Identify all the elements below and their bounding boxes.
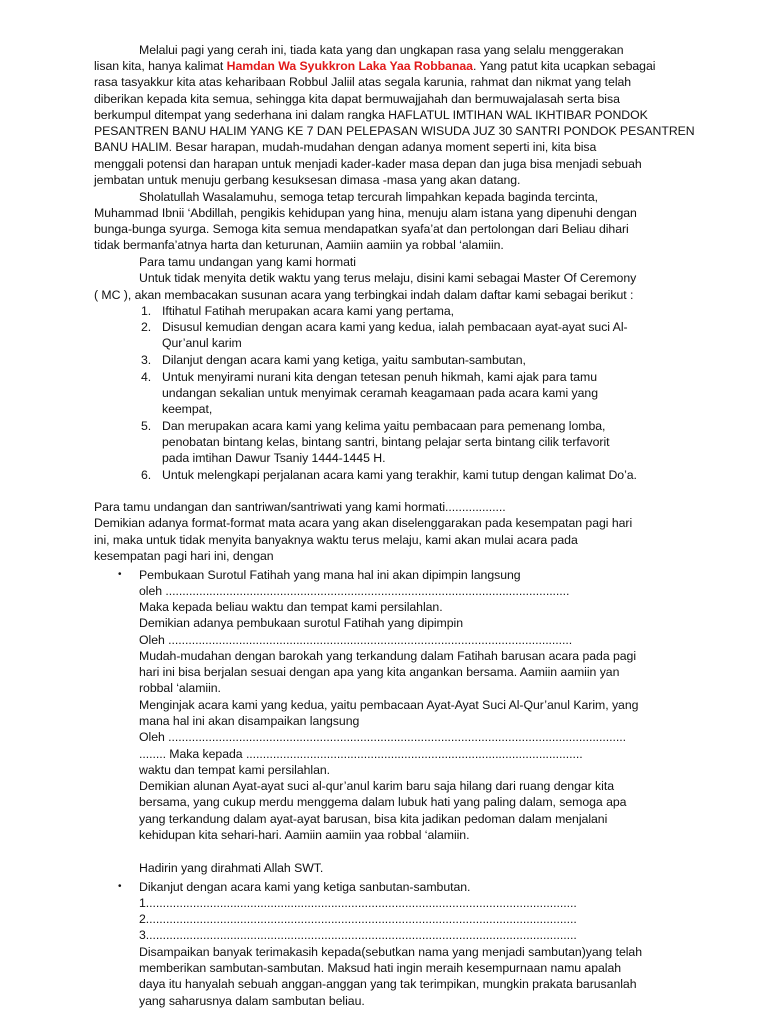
- opening-text: . Yang patut kita ucapkan sebagai: [472, 59, 656, 73]
- agenda-item: Dilanjut dengan acara kami yang ketiga, yaitu sambutan-sambutan,: [162, 353, 526, 367]
- sholawat-line: Muhammad Ibnii ‘Abdillah, pengikis kehidupan yang hina, menuju alam istana yang dipenuhi dengan: [94, 206, 637, 220]
- opening-line: rasa tasyakkur kita atas keharibaan Robbul Jaliil atas segala karunia, rahmat dan nikmat yang telah: [94, 75, 632, 89]
- agenda-item: Untuk menyirami nurani kita dengan tetesan penuh hikmah, kami ajak para tamu: [162, 370, 598, 384]
- section1-line: kehidupan kita sehari-hari. Aamiin aamiin yaa robbal ‘alamiin.: [139, 828, 470, 842]
- sholawat-line: bunga-bunga syurga. Semoga kita semua mendapatkan syafa’at dan pertolongan dari Beliau dihari: [94, 222, 629, 236]
- section1-line: Pembukaan Surotul Fatihah yang mana hal ini akan dipimpin langsung: [139, 568, 521, 582]
- bullet-marker: •: [118, 569, 122, 580]
- section2-line: yang saharusnya dalam sambutan beliau.: [139, 994, 365, 1008]
- agenda-item: Untuk melengkapi perjalanan acara kami yang terakhir, kami tutup dengan kalimat Do’a.: [162, 468, 637, 482]
- agenda-item: undangan sekalian untuk menyimak ceramah keagamaan pada acara kami yang: [162, 386, 598, 400]
- opening-line: jembatan untuk menuju gerbang kesuksesan dimasa -masa yang akan datang.: [94, 173, 521, 187]
- agenda-number: 1.: [141, 304, 152, 318]
- closing-intro-line: kesempatan pagi hari ini, dengan: [94, 549, 274, 563]
- section2-line: Disampaikan banyak terimakasih kepada(sebutkan nama yang menjadi sambutan)yang telah: [139, 945, 642, 959]
- section1-line: bersama, yang cukup merdu menggema dalam lubuk hati yang paling dalam, semoga apa: [139, 795, 627, 809]
- section1-line: mana hal ini akan disampaikan langsung: [139, 714, 360, 728]
- section1-line: waktu dan tempat kami persilahlan.: [139, 763, 331, 777]
- sholawat-line: Sholatullah Wasalamuhu, semoga tetap tercurah limpahkan kepada baginda tercinta,: [139, 190, 599, 204]
- bullet-marker: •: [118, 881, 122, 892]
- section2-line: 2................................................................................................................................: [139, 912, 577, 926]
- agenda-number: 6.: [141, 468, 152, 482]
- closing-intro-line: Para tamu undangan dan santriwan/santriwati yang kami hormati..................: [94, 500, 506, 514]
- agenda-item: Dan merupakan acara kami yang kelima yaitu pembacaan para pemenang lomba,: [162, 419, 606, 433]
- section1-line: Demikian alunan Ayat-ayat suci al-qur’anul karim baru saja hilang dari ruang dengar kita: [139, 779, 614, 793]
- opening-line: diberikan kepada kita semua, sehingga kita dapat bermuwajjahah dan bermuwajalasah serta bisa: [94, 92, 620, 106]
- opening-line: berkumpul ditempat yang sederhana ini dalam rangka HAFLATUL IMTIHAN WAL IKHTIBAR PONDOK: [94, 108, 648, 122]
- opening-line: PESANTREN BANU HALIM YANG KE 7 DAN PELEPASAN WISUDA JUZ 30 SANTRI PONDOK PESANTREN: [94, 124, 695, 138]
- section1-line: Oleh ........................................................................................................................................: [139, 730, 626, 744]
- mc-intro-line: ( MC ), akan membacakan susunan acara yang terbingkai indah dalam daftar kami sebagai berikut :: [94, 288, 634, 302]
- agenda-number: 4.: [141, 370, 152, 384]
- closing-intro-line: Demikian adanya format-format mata acara yang akan diselenggarakan pada kesempatan pagi hari: [94, 516, 633, 530]
- section1-line: Menginjak acara kami yang kedua, yaitu pembacaan Ayat-Ayat Suci Al-Qur’anul Karim, yang: [139, 698, 639, 712]
- hadirin-line: Hadirin yang dirahmati Allah SWT.: [139, 861, 324, 875]
- section2-line: memberikan sambutan-sambutan. Maksud hati ingin meraih kesempurnaan namu apalah: [139, 961, 622, 975]
- mc-intro-line: Untuk tidak menyita detik waktu yang terus melaju, disini kami sebagai Master Of Ceremony: [139, 271, 637, 285]
- closing-intro-line: ini, maka untuk tidak menyita banyaknya waktu terus melaju, kami akan mulai acara pada: [94, 533, 578, 547]
- agenda-number: 3.: [141, 353, 152, 367]
- section1-line: yang terkandung dalam ayat-ayat barusan, bisa kita jadikan pedoman dalam menjalani: [139, 812, 608, 826]
- section1-line: Maka kepada beliau waktu dan tempat kami persilahlan.: [139, 600, 443, 614]
- section1-line: ........ Maka kepada ....................................................................................................: [139, 747, 583, 761]
- agenda-item: pada imtihan Dawur Tsaniy 1444-1445 H.: [162, 451, 386, 465]
- agenda-item: keempat,: [162, 402, 213, 416]
- section1-line: Oleh ........................................................................................................................: [139, 633, 573, 647]
- opening-line: menggali potensi dan harapan untuk menjadi kader-kader masa depan dan juga bisa menjadi sebuah: [94, 157, 642, 171]
- greeting-line: Para tamu undangan yang kami hormati: [139, 255, 356, 269]
- section1-line: Mudah-mudahan dengan barokah yang terkandung dalam Fatihah barusan acara pada pagi: [139, 649, 637, 663]
- section2-line: 3................................................................................................................................: [139, 928, 577, 942]
- opening-line: BANU HALIM. Besar harapan, mudah-mudahan dengan adanya moment seperti ini, kita bisa: [94, 140, 597, 154]
- sholawat-line: tidak bermanfa’atnya harta dan keturunan, Aamiin aamiin ya robbal ‘alamiin.: [94, 238, 504, 252]
- opening-text: lisan kita, hanya kalimat: [94, 59, 227, 73]
- section1-line: robbal ‘alamiin.: [139, 681, 221, 695]
- section2-line: Dikanjut dengan acara kami yang ketiga sanbutan-sambutan.: [139, 880, 471, 894]
- opening-line: Melalui pagi yang cerah ini, tiada kata yang dan ungkapan rasa yang selalu menggerakan: [139, 43, 624, 57]
- agenda-item: Disusul kemudian dengan acara kami yang kedua, ialah pembacaan ayat-ayat suci Al-: [162, 320, 628, 334]
- agenda-item: penobatan bintang kelas, bintang santri, bintang pelajar serta bintang cilik terfavorit: [162, 435, 610, 449]
- section1-line: oleh ........................................................................................................................: [139, 584, 570, 598]
- agenda-number: 5.: [141, 419, 152, 433]
- section1-line: Demikian adanya pembukaan surotul Fatihah yang dipimpin: [139, 616, 463, 630]
- agenda-item: Qur’anul karim: [162, 336, 242, 350]
- agenda-number: 2.: [141, 320, 152, 334]
- section1-line: hari ini bisa berjalan sesuai dengan apa yang kita angankan bersama. Aamiin aamiin yan: [139, 665, 620, 679]
- section2-line: 1................................................................................................................................: [139, 896, 577, 910]
- highlighted-phrase: Hamdan Wa Syukkron Laka Yaa Robbanaa: [226, 59, 473, 73]
- opening-line: [94, 59, 655, 74]
- section2-line: daya itu hanyalah sebuah anggan-anggan yang tak terimpikan, mungkin prakata barusanlah: [139, 977, 637, 991]
- agenda-item: Iftihatul Fatihah merupakan acara kami yang pertama,: [162, 304, 454, 318]
